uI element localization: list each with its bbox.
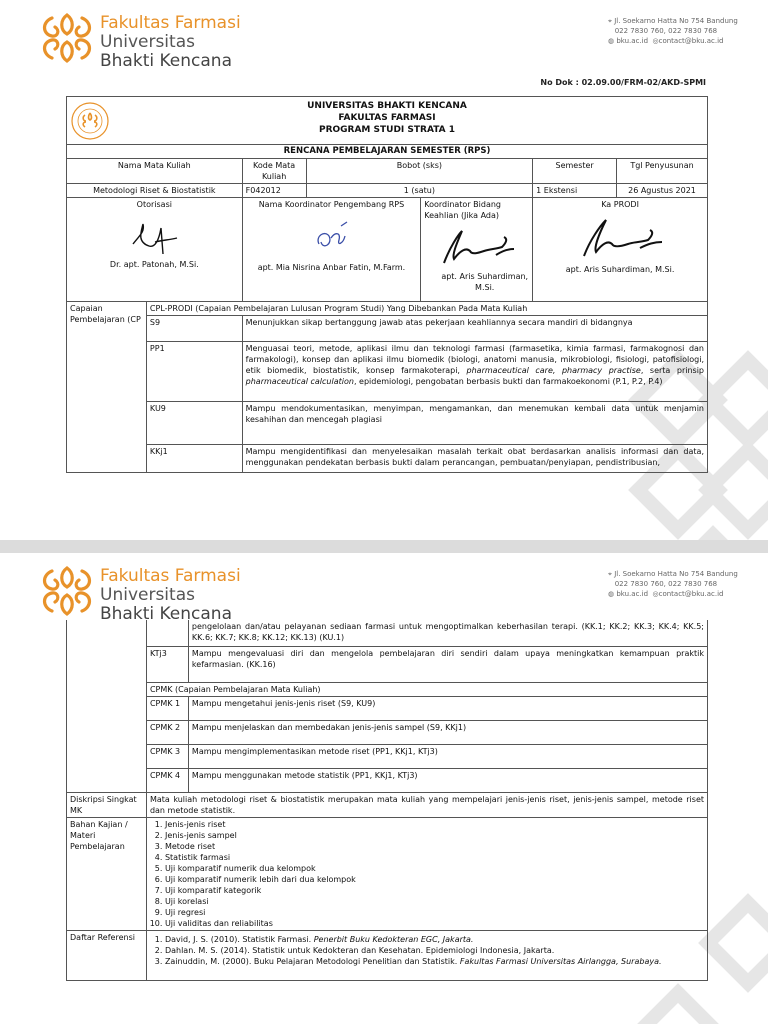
rps-table-page2 [66, 620, 708, 981]
kkj1-code-continued [146, 620, 188, 646]
faculty-logo-2 [38, 565, 241, 625]
ku9-text: Mampu mendokumentasikan, menyimpan, mengamankan, dan menemukan kembali data untuk menjamin kesahihan dan mencegah plagiasi [242, 402, 707, 445]
otorisasi-name: Dr. apt. Patonah, M.Si. [109, 260, 199, 269]
header-date: Tgl Penyusunan [617, 159, 708, 184]
location-icon: ⌖ [608, 17, 612, 25]
materials-label: Bahan Kajian / Materi Pembelajaran [67, 817, 147, 930]
document-page-2 [0, 553, 768, 1024]
logo-flower-icon-2 [38, 565, 96, 617]
university-title: UNIVERSITAS BHAKTI KENCANA [307, 101, 467, 111]
web-text: bku.ac.id [616, 37, 649, 45]
cp-label: Capaian Pembelajaran (CP [67, 302, 147, 473]
material-item: 10. Uji validitas dan reliabilitas [165, 918, 704, 929]
signature-mia [301, 214, 361, 262]
globe-icon-2: ◍ [608, 590, 615, 598]
logo-university-label: Universitas [100, 32, 195, 52]
kkj1-text: Mampu mengidentifikasi dan menyelesaikan masalah terkait obat berdasarkan analisis informasi dan data, menggunakan pendekatan berbasis bukti dalam perancangan, pembuatan/penyiapan, pendistribusian, [242, 445, 707, 473]
logo-university-name-2: Bhakti Kencana [100, 604, 232, 624]
references-list [150, 932, 704, 967]
reference-1-text: David, J. S. (2010). Statistik Farmasi. [164, 934, 314, 944]
koordinator-rps-cell [242, 198, 421, 302]
pp1-text-a: Menguasai teori, metode, aplikasi ilmu dan teknologi farmasi (farmasetika, kimia farmasi, farmakognosi dan farmakologi), konsep dan aplikasi ilmu biomedik (biologi, anatomi manusia, mikrobiologi, fisiologi, patofisiologi, etik biomedik, biostatistik, konsep farmakoterapi, [245, 344, 704, 375]
address-text-2: Jl. Soekarno Hatta No 754 Bandung [614, 570, 738, 578]
email-text-2: contact@bku.ac.id [658, 590, 724, 598]
ku9-code: KU9 [146, 402, 242, 445]
reference-3-text: Zainuddin, M. (2000). Buku Pelajaran Metodologi Penelitian dan Statistik. [164, 956, 460, 966]
logo-faculty-name: Fakultas Farmasi [100, 13, 241, 33]
reference-item [165, 934, 704, 945]
cpmk-1-text: Mampu mengetahui jenis-jenis riset (S9, KU9) [188, 696, 707, 720]
description-label: Diskripsi Singkat MK [67, 792, 147, 817]
ktj3-code: KTj3 [146, 646, 188, 682]
email-icon-2: ◎ [652, 590, 659, 598]
material-item: 9. Uji regresi [165, 907, 704, 918]
program-title: PROGRAM STUDI STRATA 1 [318, 125, 456, 135]
cpmk-2-code: CPMK 2 [146, 720, 188, 744]
course-code: F042012 [242, 184, 306, 198]
phone-text: 022 7830 760, 022 7830 768 [614, 27, 718, 35]
location-icon-2: ⌖ [608, 570, 612, 578]
signature-patonah [119, 214, 189, 259]
rps-table-page1 [66, 96, 708, 473]
materials-list [150, 819, 704, 929]
globe-icon: ◍ [608, 37, 615, 45]
cpmk-1-code: CPMK 1 [146, 696, 188, 720]
koordinator-bidang-name: apt. Aris Suhardiman, M.Si. [441, 272, 529, 292]
address-text: Jl. Soekarno Hatta No 754 Bandung [614, 17, 738, 25]
reference-1-publisher: Penerbit Buku Kedokteran EGC, Jakarta. [313, 934, 474, 944]
kkj1-code: KKj1 [146, 445, 242, 473]
s9-text: Menunjukkan sikap bertanggung jawab atas pekerjaan keahliannya secara mandiri di bidangnya [242, 316, 707, 342]
pp1-code: PP1 [146, 342, 242, 402]
course-name: Metodologi Riset & Biostatistik [67, 184, 243, 198]
cpmk-4-text: Mampu menggunakan metode statistik (PP1, KKj1, KTj3) [188, 768, 707, 792]
page-gap [0, 540, 768, 553]
material-item: 4. Statistik farmasi [165, 852, 704, 863]
reference-item: 2. Dahlan. M. S. (2014). Statistik untuk Kedokteran dan Kesehatan. Epidemiologi Indonesia, Jakarta. [165, 945, 704, 956]
koordinator-bidang-cell [421, 198, 533, 302]
pp1-text-b: , serta prinsip [640, 366, 705, 375]
description-text: Mata kuliah metodologi riset & biostatistik merupakan mata kuliah yang mempelajari jenis-jenis riset, jenis-jenis sampel, metode riset dan metode statistik. [146, 792, 707, 817]
cpmk-4-code: CPMK 4 [146, 768, 188, 792]
faculty-logo [38, 12, 241, 72]
material-item: 6. Uji komparatif numerik lebih dari dua kelompok [165, 874, 704, 885]
reference-3-publisher: Fakultas Farmasi Universitas Airlangga, Surabaya. [459, 956, 662, 966]
material-item: 7. Uji komparatif kategorik [165, 885, 704, 896]
kaprodi-cell [533, 198, 708, 302]
web-text-2: bku.ac.id [616, 590, 649, 598]
pp1-text [242, 342, 707, 402]
phone-text-2: 022 7830 760, 022 7830 768 [614, 580, 718, 588]
pp1-italic-a: pharmaceutical care, pharmacy practise [466, 366, 641, 375]
cpmk-header: CPMK (Capaian Pembelajaran Mata Kuliah) [146, 682, 707, 696]
email-text: contact@bku.ac.id [658, 37, 724, 45]
course-credit: 1 (satu) [306, 184, 533, 198]
koordinator-rps-header: Nama Koordinator Pengembang RPS [258, 200, 405, 209]
logo-university-label-2: Universitas [100, 585, 195, 605]
header-credit: Bobot (sks) [306, 159, 533, 184]
cpl-header: CPL-PRODI (Capaian Pembelajaran Lulusan Program Studi) Yang Dibebankan Pada Mata Kuliah [146, 302, 707, 316]
reference-item [165, 956, 704, 967]
rps-title: RENCANA PEMBELAJARAN SEMESTER (RPS) [67, 145, 708, 159]
header-semester: Semester [533, 159, 617, 184]
faculty-title: FAKULTAS FARMASI [338, 113, 436, 123]
kaprodi-header: Ka PRODI [601, 200, 639, 209]
material-item: 8. Uji korelasi [165, 896, 704, 907]
course-semester: 1 Ekstensi [533, 184, 617, 198]
header-course-name: Nama Mata Kuliah [67, 159, 243, 184]
email-icon: ◎ [652, 37, 659, 45]
signature-aris-2 [570, 214, 670, 264]
references-label: Daftar Referensi [67, 930, 147, 980]
material-item: 5. Uji komparatif numerik dua kelompok [165, 863, 704, 874]
university-seal-icon [70, 101, 110, 141]
kaprodi-name: apt. Aris Suhardiman, M.Si. [565, 265, 675, 274]
header-course-code: Kode Mata Kuliah [242, 159, 306, 184]
logo-flower-icon [38, 12, 96, 64]
material-item: 1. Jenis-jenis riset [165, 819, 704, 830]
koordinator-rps-name: apt. Mia Nisrina Anbar Fatin, M.Farm. [257, 263, 406, 272]
signature-aris-1 [432, 225, 522, 271]
material-item: 3. Metode riset [165, 841, 704, 852]
otorisasi-header: Otorisasi [136, 200, 172, 209]
otorisasi-cell [67, 198, 243, 302]
course-date: 26 Agustus 2021 [617, 184, 708, 198]
references-cell [146, 930, 707, 980]
logo-faculty-name-2: Fakultas Farmasi [100, 566, 241, 586]
cpmk-2-text: Mampu menjelaskan dan membedakan jenis-jenis sampel (S9, KKj1) [188, 720, 707, 744]
s9-code: S9 [146, 316, 242, 342]
cp-label-continued [67, 620, 147, 792]
document-number: No Dok : 02.09.00/FRM-02/AKD-SPMI [540, 78, 706, 87]
materials-list-cell [146, 817, 707, 930]
logo-university-name: Bhakti Kencana [100, 51, 232, 71]
title-cell [67, 97, 708, 145]
cpmk-3-code: CPMK 3 [146, 744, 188, 768]
ktj3-text: Mampu mengevaluasi diri dan mengelola pembelajaran diri sendiri dalam upaya meningkatkan kemampuan praktik kefarmasian. (KK.16) [188, 646, 707, 682]
material-item: 2. Jenis-jenis sampel [165, 830, 704, 841]
koordinator-bidang-header: Koordinator Bidang Keahlian (Jika Ada) [424, 200, 501, 220]
cpmk-3-text: Mampu mengimplementasikan metode riset (PP1, KKj1, KTj3) [188, 744, 707, 768]
contact-block [608, 16, 758, 46]
pp1-italic-b: pharmaceutical calculation [245, 377, 354, 386]
kkj1-text-continued: pengelolaan dan/atau pelayanan sediaan farmasi untuk mengoptimalkan keberhasilan terapi. (KK.1; KK.2; KK.3; KK.4; KK.5; KK.6; KK.7; KK.8; KK.12; KK.13) (KU.1) [188, 620, 707, 646]
contact-block-2 [608, 569, 758, 599]
pp1-text-c: , epidemiologi, pengobatan berbasis bukti dan farmakoekonomi (P.1, P.2, P.4) [353, 377, 663, 386]
